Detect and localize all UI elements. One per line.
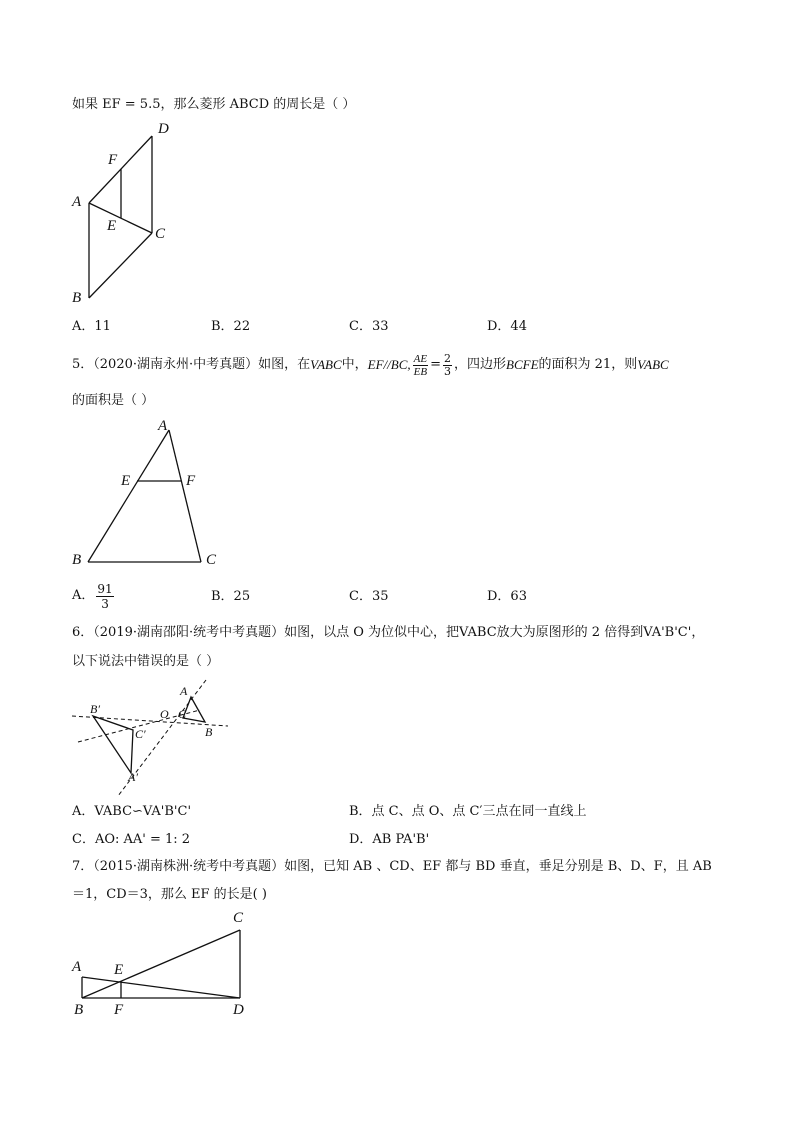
- q5-stem-part3: ，四边形: [454, 357, 507, 372]
- q7-label-a: A: [72, 959, 82, 975]
- q5-quad: BCFE: [506, 357, 539, 372]
- q5-option-a-prefix: A．: [72, 588, 95, 603]
- q5-eq: =: [430, 357, 441, 372]
- q5-stem-part1: 5．（2020·湖南永州·中考真题）如图，在: [72, 357, 311, 372]
- q6-label-o: O: [160, 707, 169, 721]
- q6-label-c: C: [178, 707, 187, 721]
- q5-option-c[interactable]: C．35: [349, 589, 389, 604]
- q5-frac2-den: 3: [444, 364, 451, 378]
- q7-label-e: E: [114, 962, 124, 978]
- q6-option-a[interactable]: A．VABC∽VA'B'C': [72, 804, 192, 819]
- q4-label-c: C: [155, 226, 166, 242]
- q4-option-a[interactable]: A．11: [72, 319, 111, 334]
- q7-label-f: F: [114, 1002, 124, 1018]
- q7-stem-line1: 7．（2015·湖南株洲·统考中考真题）如图，已知 AB 、CD、EF 都与 BD 垂直，垂足分别是 B、D、F，且 AB: [72, 859, 712, 874]
- q5-frac2-num: 2: [444, 351, 451, 365]
- q4-label-b: B: [72, 290, 82, 306]
- q7-label-b: B: [74, 1002, 84, 1018]
- q5-option-d[interactable]: D．63: [487, 589, 527, 604]
- q5-label-c: C: [206, 552, 217, 568]
- q6-option-d[interactable]: D．AB PA'B': [349, 832, 430, 847]
- q6-label-b: B: [205, 725, 213, 739]
- q4-option-c[interactable]: C．33: [349, 319, 389, 334]
- q5-frac1-den: EB: [413, 365, 428, 378]
- q6-stem-line2: 以下说法中错误的是（ ）: [72, 654, 220, 669]
- q5-label-a: A: [158, 418, 168, 434]
- q4-label-e: E: [107, 218, 117, 234]
- q4-label-d: D: [158, 121, 169, 137]
- q5-option-b[interactable]: B．25: [211, 589, 251, 604]
- q6-label-b-prime: B′: [90, 702, 100, 716]
- q5-label-f: F: [186, 473, 196, 489]
- q7-label-c: C: [233, 910, 244, 926]
- q5-label-b: B: [72, 552, 82, 568]
- q7-stem-line2: ＝1，CD＝3，那么 EF 的长是( ): [72, 887, 267, 902]
- q6-option-c[interactable]: C．AO: AA' = 1: 2: [72, 832, 191, 847]
- q4-option-b[interactable]: B．22: [211, 319, 251, 334]
- q5-frac1-num: AE: [413, 352, 428, 365]
- q6-option-b[interactable]: B．点 C、点 O、点 C′三点在同一直线上: [349, 804, 587, 819]
- q5-option-a-den: 3: [101, 596, 109, 611]
- q4-stem: 如果 EF = 5.5，那么菱形 ABCD 的周长是（ ）: [72, 97, 356, 112]
- q5-stem-line2: 的面积是（ ）: [72, 393, 155, 408]
- q6-label-a: A: [180, 684, 188, 698]
- q6-label-c-prime: C′: [135, 727, 146, 741]
- q4-option-d[interactable]: D．44: [487, 319, 527, 334]
- q6-stem-line1: 6．（2019·湖南邵阳·统考中考真题）如图，以点 O 为位似中心，把VABC放大为原图形的 2 倍得到VA'B'C'，: [72, 625, 705, 640]
- q5-condition: EF//BC,: [367, 357, 411, 372]
- q6-label-a-prime: A′: [128, 770, 138, 784]
- q5-triangle-2: VABC: [637, 357, 669, 372]
- q5-stem-part4: 的面积为 21，则: [538, 357, 638, 372]
- q5-triangle: VABC: [310, 357, 342, 372]
- q5-label-e: E: [121, 473, 131, 489]
- q5-option-a-num: 91: [97, 581, 113, 596]
- q7-label-d: D: [233, 1002, 244, 1018]
- q5-stem-part2: 中，: [341, 357, 368, 372]
- q4-label-a: A: [72, 194, 82, 210]
- q4-label-f: F: [108, 152, 118, 168]
